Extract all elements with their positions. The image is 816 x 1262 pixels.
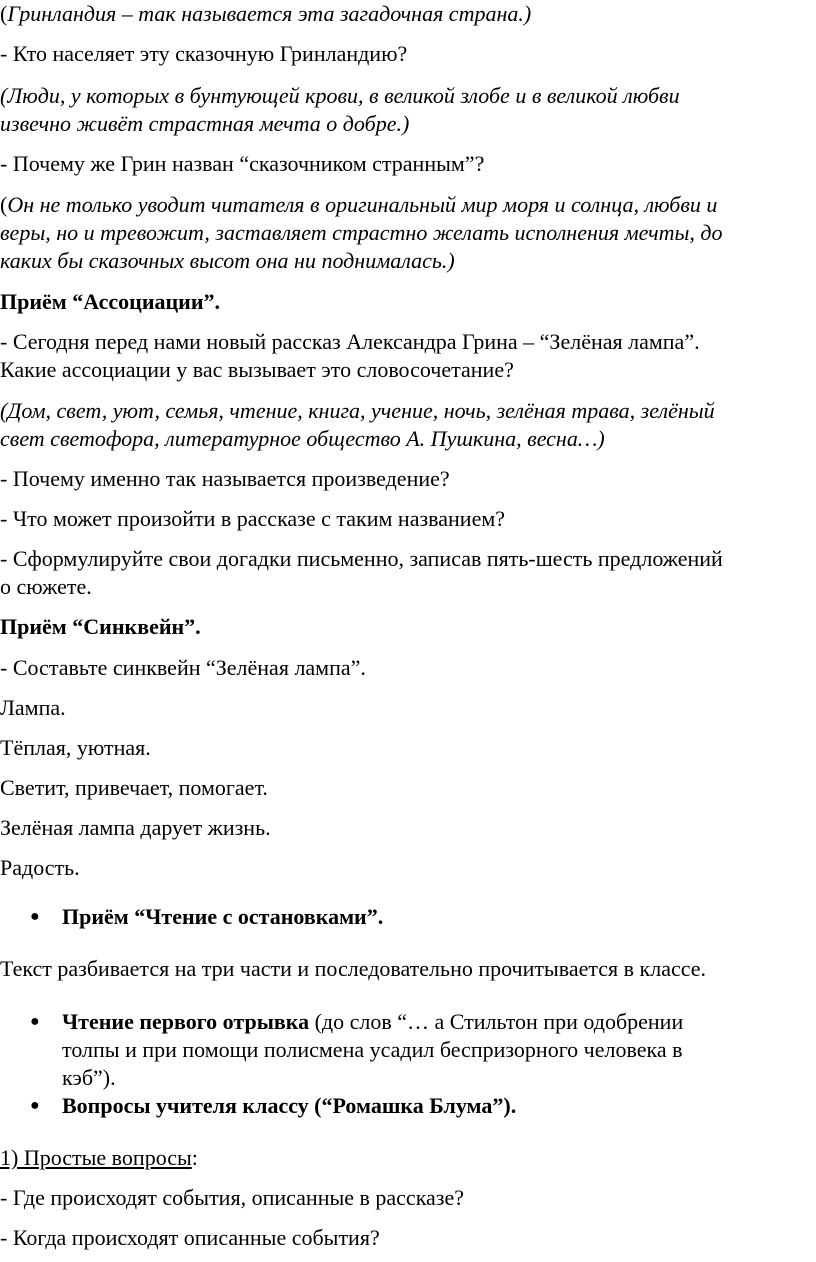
- bullet-first-reading-line-3: кэб”).: [62, 1065, 116, 1090]
- simple-questions-heading: [0, 1144, 198, 1172]
- bullet-teacher-questions: Вопросы учителя классу (“Ромашка Блума”).: [62, 1093, 517, 1118]
- associations-task-line-1: - Сегодня перед нами новый рассказ Александра Грина – “Зелёная лампа”.: [0, 329, 700, 354]
- heading-cinquain: Приём “Синквейн”.: [0, 614, 201, 639]
- question-what-happens: - Что может произойти в рассказе с таким названием?: [0, 506, 506, 531]
- answer-why-grin-text-1: Он не только уводит читателя в оригинальный мир моря и солнца, любви и: [7, 192, 718, 217]
- associations-answer-line-2: свет светофора, литературное общество А. Пушкина, весна…): [0, 426, 605, 451]
- bullet-icon: ●: [30, 1013, 40, 1030]
- answer-why-grin-line-3: каких бы сказочных высот она ни поднималась.): [0, 248, 455, 273]
- bullet-first-reading-line-2: толпы и при помощи полисмена усадил беспризорного человека в: [62, 1037, 683, 1062]
- bullet-first-reading-rest: (до слов “… а Стильтон при одобрении: [309, 1009, 684, 1034]
- bullet-first-reading-line-1: [62, 1008, 683, 1036]
- paren: (: [0, 1, 8, 26]
- paren: (: [0, 192, 8, 217]
- cinquain-line-3: Светит, привечает, помогает.: [0, 775, 268, 800]
- reading-description: Текст разбивается на три части и последовательно прочитывается в классе.: [0, 956, 707, 981]
- heading-associations: Приём “Ассоциации”.: [0, 289, 221, 314]
- write-task-line-2: о сюжете.: [0, 574, 92, 599]
- colon: :: [191, 1145, 198, 1170]
- answer-why-grin-line-1: [0, 191, 717, 219]
- cinquain-line-1: Лампа.: [0, 695, 66, 720]
- cinquain-line-2: Тёплая, уютная.: [0, 735, 151, 760]
- question-when: - Когда происходят описанные события?: [0, 1225, 380, 1250]
- cinquain-line-4: Зелёная лампа дарует жизнь.: [0, 815, 271, 840]
- write-task-line-1: - Сформулируйте свои догадки письменно, записав пять-шесть предложений: [0, 546, 723, 571]
- associations-task-line-2: Какие ассоциации у вас вызывает это словосочетание?: [0, 357, 514, 382]
- question-why-title: - Почему именно так называется произведение?: [0, 466, 450, 491]
- bullet-icon: ●: [30, 908, 40, 925]
- answer-who-lives-line-2: извечно живёт страстная мечта о добре.): [0, 111, 410, 136]
- bullet-icon: ●: [30, 1097, 40, 1114]
- question-who-lives: - Кто населяет эту сказочную Гринландию?: [0, 41, 408, 66]
- question-why-grin: - Почему же Грин назван “сказочником странным”?: [0, 151, 485, 176]
- cinquain-line-5: Радость.: [0, 855, 80, 880]
- cinquain-task: - Составьте синквейн “Зелёная лампа”.: [0, 655, 366, 680]
- question-where: - Где происходят события, описанные в рассказе?: [0, 1185, 465, 1210]
- answer-who-lives-line-1: (Люди, у которых в бунтующей крови, в великой злобе и в великой любви: [0, 83, 680, 108]
- simple-questions-label: 1) Простые вопросы: [0, 1145, 192, 1170]
- associations-answer-line-1: (Дом, свет, уют, семья, чтение, книга, учение, ночь, зелёная трава, зелёный: [0, 398, 715, 423]
- bullet-reading-stops: Приём “Чтение с остановками”.: [62, 904, 384, 929]
- greenland-answer-text: Гринландия – так называется эта загадочная страна.): [7, 1, 532, 26]
- bullet-first-reading-bold: Чтение первого отрывка: [62, 1009, 310, 1034]
- answer-why-grin-line-2: веры, но и тревожит, заставляет страстно желать исполнения мечты, до: [0, 220, 723, 245]
- greenland-answer: [0, 0, 531, 28]
